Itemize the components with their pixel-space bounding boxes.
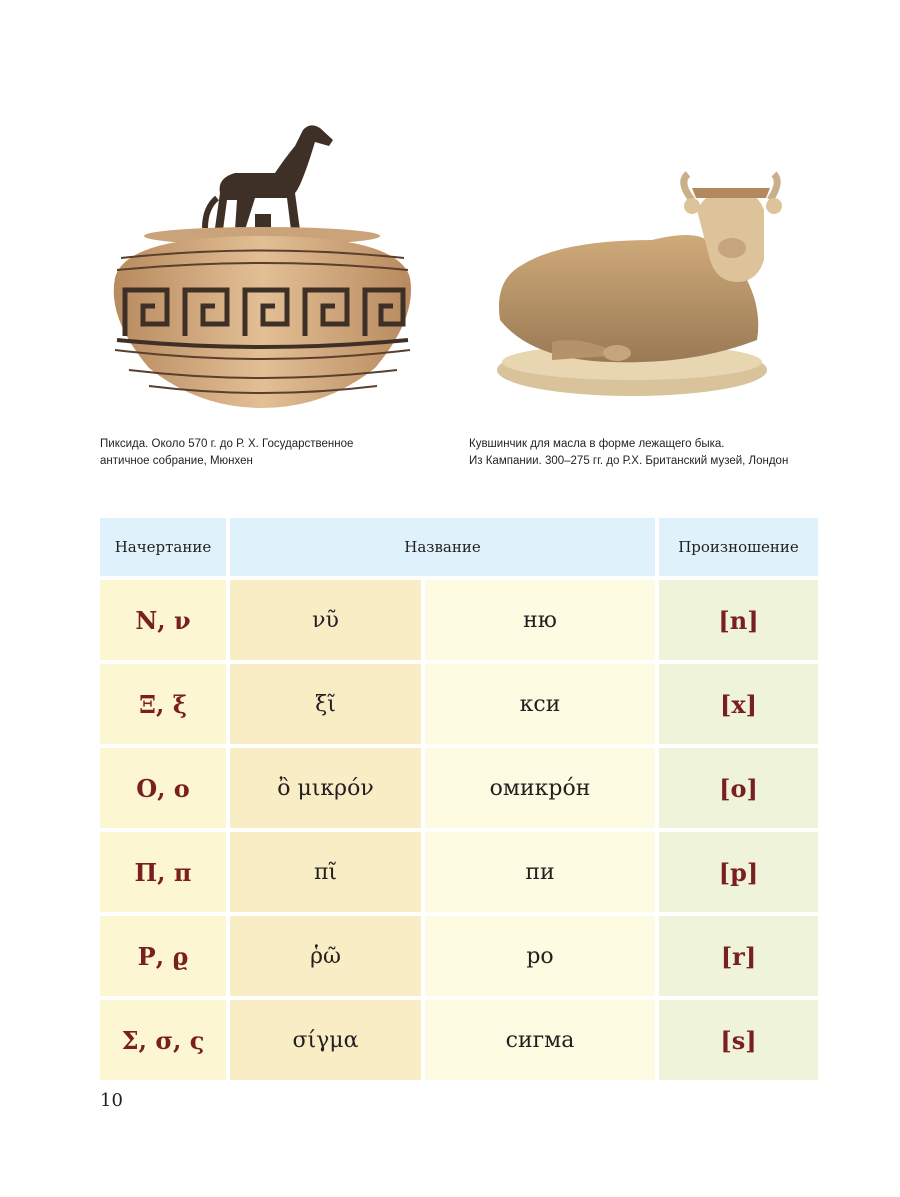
letter-cell: Ξ, ξ: [100, 664, 226, 744]
pronunciation-cell: [x]: [659, 664, 818, 744]
letter-cell: Ο, ο: [100, 748, 226, 828]
header-name: Название: [230, 518, 655, 576]
russian-name-cell: пи: [425, 832, 655, 912]
letter-cell: Ρ, ϱ: [100, 916, 226, 996]
table-header-row: [100, 518, 818, 576]
alphabet-table: [96, 514, 822, 1084]
letter-cell: Σ, σ, ς: [100, 1000, 226, 1080]
caption-line: Пиксида. Около 570 г. до Р. Х. Государственное: [100, 438, 354, 450]
bull-flask-image: [492, 170, 787, 405]
greek-name-cell: σίγμα: [230, 1000, 421, 1080]
caption-line: Из Кампании. 300–275 гг. до Р.Х. Британский музей, Лондон: [469, 455, 789, 467]
russian-name-cell: ню: [425, 580, 655, 660]
greek-name-cell: ῥῶ: [230, 916, 421, 996]
greek-name-cell: ξῖ: [230, 664, 421, 744]
letter-cell: Π, π: [100, 832, 226, 912]
pyxis-image: [105, 118, 420, 413]
table-row: [100, 832, 818, 912]
russian-name-cell: сигма: [425, 1000, 655, 1080]
caption-line: античное собрание, Мюнхен: [100, 455, 253, 467]
pronunciation-cell: [o]: [659, 748, 818, 828]
letter-cell: Ν, ν: [100, 580, 226, 660]
table-row: [100, 1000, 818, 1080]
russian-name-cell: омикро́н: [425, 748, 655, 828]
table-row: [100, 580, 818, 660]
pronunciation-cell: [r]: [659, 916, 818, 996]
table-row: [100, 748, 818, 828]
russian-name-cell: ро: [425, 916, 655, 996]
greek-name-cell: ὂ μικρόν: [230, 748, 421, 828]
pronunciation-cell: [p]: [659, 832, 818, 912]
russian-name-cell: кси: [425, 664, 655, 744]
pronunciation-cell: [n]: [659, 580, 818, 660]
pyxis-caption: [100, 436, 353, 470]
page-number: 10: [100, 1090, 123, 1111]
header-pronunciation: Произношение: [659, 518, 818, 576]
pronunciation-cell: [s]: [659, 1000, 818, 1080]
greek-name-cell: νῦ: [230, 580, 421, 660]
table-row: [100, 664, 818, 744]
header-form: Начертание: [100, 518, 226, 576]
caption-line: Кувшинчик для масла в форме лежащего быка.: [469, 438, 725, 450]
bull-flask-caption: [469, 436, 788, 470]
greek-name-cell: πῖ: [230, 832, 421, 912]
table-row: [100, 916, 818, 996]
